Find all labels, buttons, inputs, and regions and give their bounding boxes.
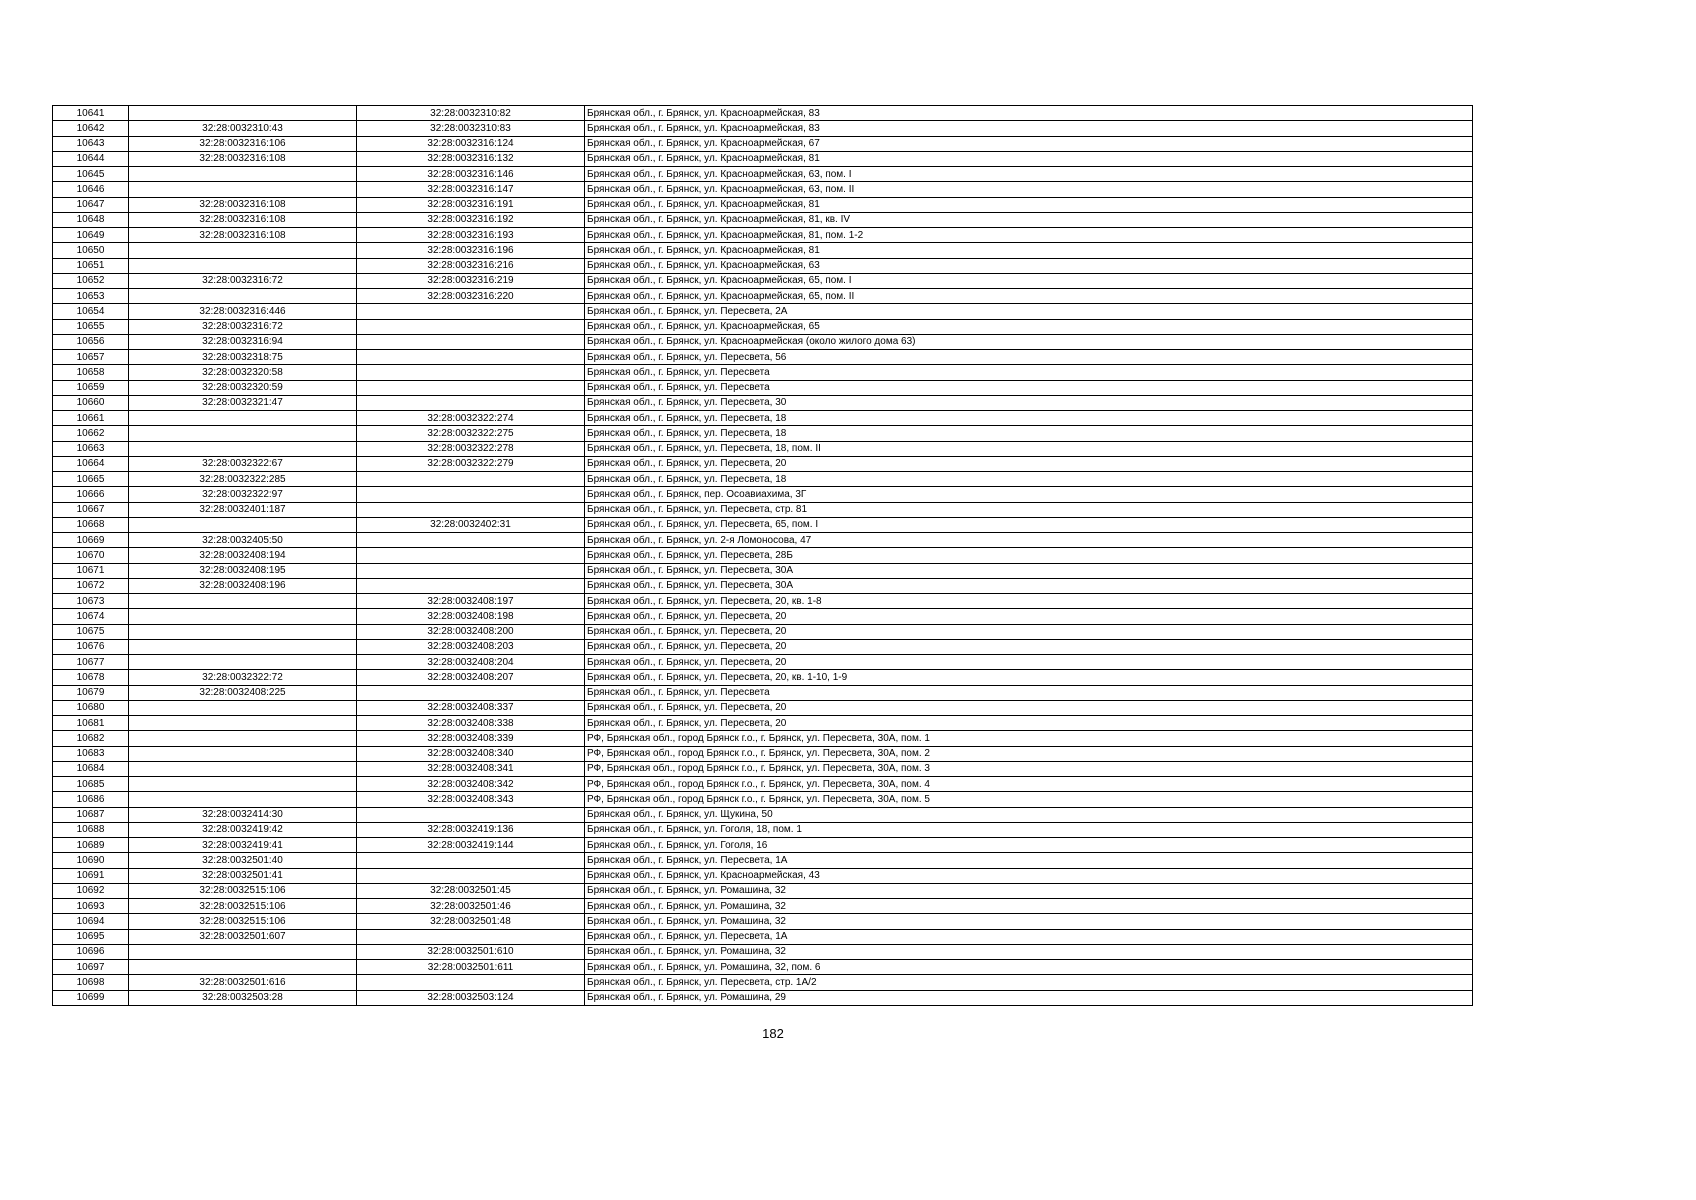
cadastral-number-cell: 32:28:0032408:340 — [357, 746, 585, 761]
parent-cadastral-number-cell — [129, 761, 357, 776]
parent-cadastral-number-cell — [129, 944, 357, 959]
cadastral-number-cell: 32:28:0032322:275 — [357, 426, 585, 441]
row-number-cell: 10663 — [53, 441, 129, 456]
table-row — [53, 365, 1473, 380]
cadastral-number-cell: 32:28:0032408:207 — [357, 670, 585, 685]
cadastral-number-cell: 32:28:0032316:192 — [357, 212, 585, 227]
cadastral-number-cell: 32:28:0032408:339 — [357, 731, 585, 746]
address-cell: Брянская обл., г. Брянск, ул. Пересвета, 20 — [585, 716, 1473, 731]
row-number-cell: 10679 — [53, 685, 129, 700]
row-number-cell: 10692 — [53, 883, 129, 898]
cadastral-number-cell: 32:28:0032408:200 — [357, 624, 585, 639]
row-number-cell: 10646 — [53, 182, 129, 197]
row-number-cell: 10665 — [53, 472, 129, 487]
row-number-cell: 10654 — [53, 304, 129, 319]
address-cell: Брянская обл., г. Брянск, ул. Пересвета, 20 — [585, 624, 1473, 639]
address-cell: Брянская обл., г. Брянск, ул. Красноармейская, 81, кв. IV — [585, 212, 1473, 227]
table-row — [53, 487, 1473, 502]
cadastral-number-cell: 32:28:0032316:124 — [357, 136, 585, 151]
table-row — [53, 258, 1473, 273]
address-cell: Брянская обл., г. Брянск, ул. Красноармейская, 65 — [585, 319, 1473, 334]
row-number-cell: 10641 — [53, 106, 129, 121]
parent-cadastral-number-cell — [129, 777, 357, 792]
address-cell: Брянская обл., г. Брянск, ул. Ромашина, 32 — [585, 914, 1473, 929]
parent-cadastral-number-cell: 32:28:0032318:75 — [129, 350, 357, 365]
parent-cadastral-number-cell: 32:28:0032316:108 — [129, 212, 357, 227]
table-row — [53, 548, 1473, 563]
row-number-cell: 10685 — [53, 777, 129, 792]
table-row — [53, 944, 1473, 959]
table-row — [53, 655, 1473, 670]
row-number-cell: 10657 — [53, 350, 129, 365]
row-number-cell: 10694 — [53, 914, 129, 929]
parent-cadastral-number-cell — [129, 700, 357, 715]
parent-cadastral-number-cell — [129, 106, 357, 121]
parent-cadastral-number-cell: 32:28:0032503:28 — [129, 990, 357, 1005]
cadastral-number-cell: 32:28:0032316:216 — [357, 258, 585, 273]
parent-cadastral-number-cell: 32:28:0032322:67 — [129, 456, 357, 471]
cadastral-number-cell — [357, 578, 585, 593]
parent-cadastral-number-cell — [129, 258, 357, 273]
address-cell: Брянская обл., г. Брянск, ул. Пересвета, 30 — [585, 395, 1473, 410]
address-cell: Брянская обл., г. Брянск, ул. Красноармейская, 63, пом. II — [585, 182, 1473, 197]
row-number-cell: 10656 — [53, 334, 129, 349]
parent-cadastral-number-cell: 32:28:0032515:106 — [129, 914, 357, 929]
table-row — [53, 746, 1473, 761]
cadastral-number-cell — [357, 365, 585, 380]
table-row — [53, 563, 1473, 578]
address-cell: Брянская обл., г. Брянск, ул. Пересвета, 30А — [585, 578, 1473, 593]
table-row — [53, 441, 1473, 456]
row-number-cell: 10671 — [53, 563, 129, 578]
address-cell: РФ, Брянская обл., город Брянск г.о., г. Брянск, ул. Пересвета, 30А, пом. 1 — [585, 731, 1473, 746]
row-number-cell: 10697 — [53, 960, 129, 975]
table-row — [53, 533, 1473, 548]
parent-cadastral-number-cell: 32:28:0032408:196 — [129, 578, 357, 593]
parent-cadastral-number-cell: 32:28:0032515:106 — [129, 883, 357, 898]
table-row — [53, 914, 1473, 929]
parent-cadastral-number-cell: 32:28:0032310:43 — [129, 121, 357, 136]
table-row — [53, 853, 1473, 868]
row-number-cell: 10678 — [53, 670, 129, 685]
address-cell: Брянская обл., г. Брянск, ул. Красноармейская, 83 — [585, 106, 1473, 121]
table-row — [53, 578, 1473, 593]
cadastral-number-cell — [357, 975, 585, 990]
address-cell: РФ, Брянская обл., город Брянск г.о., г. Брянск, ул. Пересвета, 30А, пом. 4 — [585, 777, 1473, 792]
parent-cadastral-number-cell: 32:28:0032501:41 — [129, 868, 357, 883]
cadastral-number-cell: 32:28:0032503:124 — [357, 990, 585, 1005]
parent-cadastral-number-cell — [129, 609, 357, 624]
parent-cadastral-number-cell: 32:28:0032316:94 — [129, 334, 357, 349]
table-row — [53, 228, 1473, 243]
table-row — [53, 411, 1473, 426]
parent-cadastral-number-cell: 32:28:0032501:40 — [129, 853, 357, 868]
table-row — [53, 151, 1473, 166]
row-number-cell: 10652 — [53, 273, 129, 288]
table-row — [53, 395, 1473, 410]
cadastral-number-cell — [357, 350, 585, 365]
cadastral-number-cell: 32:28:0032316:220 — [357, 289, 585, 304]
cadastral-number-cell — [357, 487, 585, 502]
row-number-cell: 10688 — [53, 822, 129, 837]
parent-cadastral-number-cell — [129, 960, 357, 975]
parent-cadastral-number-cell: 32:28:0032515:106 — [129, 899, 357, 914]
cadastral-number-cell: 32:28:0032322:274 — [357, 411, 585, 426]
cadastral-number-cell: 32:28:0032501:611 — [357, 960, 585, 975]
table-row — [53, 975, 1473, 990]
parent-cadastral-number-cell — [129, 517, 357, 532]
cadastral-number-cell: 32:28:0032316:146 — [357, 167, 585, 182]
parent-cadastral-number-cell — [129, 716, 357, 731]
cadastral-number-cell — [357, 380, 585, 395]
row-number-cell: 10689 — [53, 838, 129, 853]
address-cell: Брянская обл., г. Брянск, ул. Пересвета, 1А — [585, 853, 1473, 868]
table-row — [53, 792, 1473, 807]
cadastral-number-cell: 32:28:0032316:193 — [357, 228, 585, 243]
table-row — [53, 670, 1473, 685]
parent-cadastral-number-cell: 32:28:0032322:97 — [129, 487, 357, 502]
table-row — [53, 456, 1473, 471]
table-row — [53, 243, 1473, 258]
address-cell: Брянская обл., г. Брянск, ул. Гоголя, 16 — [585, 838, 1473, 853]
row-number-cell: 10667 — [53, 502, 129, 517]
registry-table — [52, 105, 1473, 1006]
row-number-cell: 10643 — [53, 136, 129, 151]
row-number-cell: 10687 — [53, 807, 129, 822]
table-row — [53, 609, 1473, 624]
parent-cadastral-number-cell — [129, 655, 357, 670]
row-number-cell: 10690 — [53, 853, 129, 868]
row-number-cell: 10681 — [53, 716, 129, 731]
table-row — [53, 761, 1473, 776]
address-cell: Брянская обл., г. Брянск, ул. Пересвета, 1А — [585, 929, 1473, 944]
table-row — [53, 929, 1473, 944]
cadastral-number-cell: 32:28:0032322:278 — [357, 441, 585, 456]
address-cell: Брянская обл., г. Брянск, пер. Осоавиахима, 3Г — [585, 487, 1473, 502]
parent-cadastral-number-cell — [129, 746, 357, 761]
cadastral-number-cell: 32:28:0032322:279 — [357, 456, 585, 471]
row-number-cell: 10666 — [53, 487, 129, 502]
parent-cadastral-number-cell: 32:28:0032501:616 — [129, 975, 357, 990]
cadastral-number-cell — [357, 533, 585, 548]
row-number-cell: 10691 — [53, 868, 129, 883]
address-cell: Брянская обл., г. Брянск, ул. Пересвета, 20, кв. 1-8 — [585, 594, 1473, 609]
address-cell: Брянская обл., г. Брянск, ул. Красноармейская, 81 — [585, 243, 1473, 258]
table-row — [53, 273, 1473, 288]
parent-cadastral-number-cell: 32:28:0032322:285 — [129, 472, 357, 487]
table-row — [53, 334, 1473, 349]
address-cell: Брянская обл., г. Брянск, ул. Пересвета, 20, кв. 1-10, 1-9 — [585, 670, 1473, 685]
address-cell: РФ, Брянская обл., город Брянск г.о., г. Брянск, ул. Пересвета, 30А, пом. 2 — [585, 746, 1473, 761]
address-cell: РФ, Брянская обл., город Брянск г.о., г. Брянск, ул. Пересвета, 30А, пом. 3 — [585, 761, 1473, 776]
address-cell: Брянская обл., г. Брянск, ул. Красноармейская, 63 — [585, 258, 1473, 273]
cadastral-number-cell: 32:28:0032402:31 — [357, 517, 585, 532]
cadastral-number-cell — [357, 685, 585, 700]
cadastral-number-cell: 32:28:0032408:203 — [357, 639, 585, 654]
row-number-cell: 10669 — [53, 533, 129, 548]
row-number-cell: 10650 — [53, 243, 129, 258]
parent-cadastral-number-cell: 32:28:0032419:42 — [129, 822, 357, 837]
parent-cadastral-number-cell: 32:28:0032408:225 — [129, 685, 357, 700]
cadastral-number-cell: 32:28:0032408:341 — [357, 761, 585, 776]
row-number-cell: 10651 — [53, 258, 129, 273]
row-number-cell: 10673 — [53, 594, 129, 609]
address-cell: Брянская обл., г. Брянск, ул. Пересвета, 18, пом. II — [585, 441, 1473, 456]
address-cell: Брянская обл., г. Брянск, ул. Щукина, 50 — [585, 807, 1473, 822]
address-cell: Брянская обл., г. Брянск, ул. Пересвета, стр. 81 — [585, 502, 1473, 517]
address-cell: Брянская обл., г. Брянск, ул. Гоголя, 18, пом. 1 — [585, 822, 1473, 837]
table-row — [53, 716, 1473, 731]
address-cell: Брянская обл., г. Брянск, ул. Пересвета, 18 — [585, 411, 1473, 426]
row-number-cell: 10693 — [53, 899, 129, 914]
cadastral-number-cell: 32:28:0032501:45 — [357, 883, 585, 898]
table-row — [53, 472, 1473, 487]
address-cell: Брянская обл., г. Брянск, ул. Красноармейская, 63, пом. I — [585, 167, 1473, 182]
row-number-cell: 10658 — [53, 365, 129, 380]
parent-cadastral-number-cell — [129, 289, 357, 304]
address-cell: Брянская обл., г. Брянск, ул. Пересвета, 28Б — [585, 548, 1473, 563]
row-number-cell: 10676 — [53, 639, 129, 654]
cadastral-number-cell — [357, 334, 585, 349]
table-row — [53, 822, 1473, 837]
address-cell: Брянская обл., г. Брянск, ул. Пересвета, стр. 1А/2 — [585, 975, 1473, 990]
row-number-cell: 10664 — [53, 456, 129, 471]
address-cell: Брянская обл., г. Брянск, ул. Красноармейская, 83 — [585, 121, 1473, 136]
address-cell: Брянская обл., г. Брянск, ул. Пересвета — [585, 365, 1473, 380]
row-number-cell: 10670 — [53, 548, 129, 563]
row-number-cell: 10644 — [53, 151, 129, 166]
row-number-cell: 10674 — [53, 609, 129, 624]
parent-cadastral-number-cell: 32:28:0032405:50 — [129, 533, 357, 548]
parent-cadastral-number-cell: 32:28:0032322:72 — [129, 670, 357, 685]
cadastral-number-cell: 32:28:0032316:147 — [357, 182, 585, 197]
row-number-cell: 10695 — [53, 929, 129, 944]
address-cell: Брянская обл., г. Брянск, ул. Пересвета, 20 — [585, 456, 1473, 471]
parent-cadastral-number-cell: 32:28:0032316:108 — [129, 228, 357, 243]
cadastral-number-cell: 32:28:0032316:191 — [357, 197, 585, 212]
table-row — [53, 136, 1473, 151]
cadastral-number-cell — [357, 868, 585, 883]
row-number-cell: 10696 — [53, 944, 129, 959]
cadastral-number-cell — [357, 304, 585, 319]
table-row — [53, 212, 1473, 227]
cadastral-number-cell — [357, 472, 585, 487]
parent-cadastral-number-cell: 32:28:0032320:58 — [129, 365, 357, 380]
table-row — [53, 838, 1473, 853]
cadastral-number-cell — [357, 395, 585, 410]
cadastral-number-cell: 32:28:0032501:48 — [357, 914, 585, 929]
address-cell: Брянская обл., г. Брянск, ул. Пересвета, 20 — [585, 609, 1473, 624]
table-row — [53, 899, 1473, 914]
row-number-cell: 10661 — [53, 411, 129, 426]
address-cell: Брянская обл., г. Брянск, ул. Красноармейская, 81 — [585, 151, 1473, 166]
row-number-cell: 10642 — [53, 121, 129, 136]
cadastral-number-cell — [357, 502, 585, 517]
parent-cadastral-number-cell: 32:28:0032316:446 — [129, 304, 357, 319]
address-cell: Брянская обл., г. Брянск, ул. Красноармейская, 81 — [585, 197, 1473, 212]
address-cell: Брянская обл., г. Брянск, ул. Ромашина, 32, пом. 6 — [585, 960, 1473, 975]
cadastral-number-cell — [357, 853, 585, 868]
table-row — [53, 731, 1473, 746]
parent-cadastral-number-cell — [129, 639, 357, 654]
table-row — [53, 426, 1473, 441]
parent-cadastral-number-cell — [129, 441, 357, 456]
table-row — [53, 106, 1473, 121]
address-cell: Брянская обл., г. Брянск, ул. Пересвета — [585, 685, 1473, 700]
cadastral-number-cell — [357, 563, 585, 578]
table-row — [53, 990, 1473, 1005]
row-number-cell: 10686 — [53, 792, 129, 807]
cadastral-number-cell — [357, 319, 585, 334]
row-number-cell: 10647 — [53, 197, 129, 212]
table-row — [53, 685, 1473, 700]
parent-cadastral-number-cell — [129, 243, 357, 258]
table-row — [53, 380, 1473, 395]
address-cell: Брянская обл., г. Брянск, ул. Пересвета, 18 — [585, 472, 1473, 487]
address-cell: Брянская обл., г. Брянск, ул. Красноармейская, 67 — [585, 136, 1473, 151]
address-cell: Брянская обл., г. Брянск, ул. Красноармейская, 81, пом. 1-2 — [585, 228, 1473, 243]
parent-cadastral-number-cell: 32:28:0032316:72 — [129, 319, 357, 334]
table-row — [53, 502, 1473, 517]
table-row — [53, 304, 1473, 319]
cadastral-number-cell: 32:28:0032419:144 — [357, 838, 585, 853]
address-cell: Брянская обл., г. Брянск, ул. Ромашина, 32 — [585, 899, 1473, 914]
address-cell: Брянская обл., г. Брянск, ул. Пересвета, 20 — [585, 700, 1473, 715]
cadastral-number-cell: 32:28:0032408:342 — [357, 777, 585, 792]
page-number: 182 — [762, 1026, 784, 1041]
cadastral-number-cell: 32:28:0032419:136 — [357, 822, 585, 837]
table-row — [53, 777, 1473, 792]
parent-cadastral-number-cell: 32:28:0032414:30 — [129, 807, 357, 822]
row-number-cell: 10682 — [53, 731, 129, 746]
cadastral-number-cell: 32:28:0032408:337 — [357, 700, 585, 715]
parent-cadastral-number-cell: 32:28:0032419:41 — [129, 838, 357, 853]
parent-cadastral-number-cell — [129, 624, 357, 639]
table-row — [53, 624, 1473, 639]
address-cell: Брянская обл., г. Брянск, ул. Ромашина, 32 — [585, 944, 1473, 959]
address-cell: Брянская обл., г. Брянск, ул. 2-я Ломоносова, 47 — [585, 533, 1473, 548]
cadastral-number-cell: 32:28:0032501:46 — [357, 899, 585, 914]
address-cell: Брянская обл., г. Брянск, ул. Пересвета, 20 — [585, 639, 1473, 654]
row-number-cell: 10648 — [53, 212, 129, 227]
table-row — [53, 517, 1473, 532]
address-cell: Брянская обл., г. Брянск, ул. Ромашина, 32 — [585, 883, 1473, 898]
cadastral-number-cell: 32:28:0032408:197 — [357, 594, 585, 609]
cadastral-number-cell: 32:28:0032408:343 — [357, 792, 585, 807]
parent-cadastral-number-cell: 32:28:0032408:194 — [129, 548, 357, 563]
address-cell: Брянская обл., г. Брянск, ул. Красноармейская (около жилого дома 63) — [585, 334, 1473, 349]
row-number-cell: 10677 — [53, 655, 129, 670]
row-number-cell: 10659 — [53, 380, 129, 395]
table-row — [53, 319, 1473, 334]
row-number-cell: 10655 — [53, 319, 129, 334]
row-number-cell: 10675 — [53, 624, 129, 639]
address-cell: Брянская обл., г. Брянск, ул. Красноармейская, 65, пом. I — [585, 273, 1473, 288]
parent-cadastral-number-cell — [129, 731, 357, 746]
row-number-cell: 10680 — [53, 700, 129, 715]
address-cell: Брянская обл., г. Брянск, ул. Пересвета, 18 — [585, 426, 1473, 441]
table-row — [53, 594, 1473, 609]
address-cell: Брянская обл., г. Брянск, ул. Красноармейская, 43 — [585, 868, 1473, 883]
table-row — [53, 289, 1473, 304]
table-row — [53, 167, 1473, 182]
parent-cadastral-number-cell: 32:28:0032316:108 — [129, 151, 357, 166]
table-row — [53, 182, 1473, 197]
parent-cadastral-number-cell: 32:28:0032408:195 — [129, 563, 357, 578]
cadastral-number-cell: 32:28:0032408:204 — [357, 655, 585, 670]
cadastral-number-cell: 32:28:0032316:132 — [357, 151, 585, 166]
cadastral-number-cell: 32:28:0032316:196 — [357, 243, 585, 258]
row-number-cell: 10683 — [53, 746, 129, 761]
parent-cadastral-number-cell — [129, 792, 357, 807]
address-cell: Брянская обл., г. Брянск, ул. Пересвета — [585, 380, 1473, 395]
table-row — [53, 197, 1473, 212]
parent-cadastral-number-cell — [129, 411, 357, 426]
row-number-cell: 10699 — [53, 990, 129, 1005]
cadastral-number-cell: 32:28:0032408:338 — [357, 716, 585, 731]
parent-cadastral-number-cell: 32:28:0032501:607 — [129, 929, 357, 944]
row-number-cell: 10660 — [53, 395, 129, 410]
parent-cadastral-number-cell — [129, 167, 357, 182]
cadastral-number-cell — [357, 548, 585, 563]
row-number-cell: 10662 — [53, 426, 129, 441]
table-row — [53, 883, 1473, 898]
cadastral-number-cell: 32:28:0032501:610 — [357, 944, 585, 959]
parent-cadastral-number-cell: 32:28:0032320:59 — [129, 380, 357, 395]
parent-cadastral-number-cell: 32:28:0032316:106 — [129, 136, 357, 151]
address-cell: РФ, Брянская обл., город Брянск г.о., г. Брянск, ул. Пересвета, 30А, пом. 5 — [585, 792, 1473, 807]
cadastral-number-cell — [357, 929, 585, 944]
row-number-cell: 10653 — [53, 289, 129, 304]
row-number-cell: 10672 — [53, 578, 129, 593]
address-cell: Брянская обл., г. Брянск, ул. Ромашина, 29 — [585, 990, 1473, 1005]
row-number-cell: 10649 — [53, 228, 129, 243]
address-cell: Брянская обл., г. Брянск, ул. Пересвета, 56 — [585, 350, 1473, 365]
address-cell: Брянская обл., г. Брянск, ул. Пересвета, 30А — [585, 563, 1473, 578]
parent-cadastral-number-cell — [129, 426, 357, 441]
table-row — [53, 350, 1473, 365]
address-cell: Брянская обл., г. Брянск, ул. Пересвета, 20 — [585, 655, 1473, 670]
parent-cadastral-number-cell: 32:28:0032401:187 — [129, 502, 357, 517]
cadastral-number-cell: 32:28:0032310:82 — [357, 106, 585, 121]
cadastral-number-cell: 32:28:0032316:219 — [357, 273, 585, 288]
parent-cadastral-number-cell: 32:28:0032316:108 — [129, 197, 357, 212]
table-row — [53, 700, 1473, 715]
table-row — [53, 121, 1473, 136]
address-cell: Брянская обл., г. Брянск, ул. Красноармейская, 65, пом. II — [585, 289, 1473, 304]
table-row — [53, 960, 1473, 975]
row-number-cell: 10684 — [53, 761, 129, 776]
row-number-cell: 10698 — [53, 975, 129, 990]
address-cell: Брянская обл., г. Брянск, ул. Пересвета, 65, пом. I — [585, 517, 1473, 532]
table-row — [53, 639, 1473, 654]
row-number-cell: 10645 — [53, 167, 129, 182]
table-row — [53, 868, 1473, 883]
cadastral-number-cell — [357, 807, 585, 822]
registry-table-body — [53, 106, 1473, 1006]
parent-cadastral-number-cell — [129, 594, 357, 609]
parent-cadastral-number-cell: 32:28:0032321:47 — [129, 395, 357, 410]
parent-cadastral-number-cell — [129, 182, 357, 197]
parent-cadastral-number-cell: 32:28:0032316:72 — [129, 273, 357, 288]
table-row — [53, 807, 1473, 822]
address-cell: Брянская обл., г. Брянск, ул. Пересвета, 2А — [585, 304, 1473, 319]
cadastral-number-cell: 32:28:0032408:198 — [357, 609, 585, 624]
row-number-cell: 10668 — [53, 517, 129, 532]
cadastral-number-cell: 32:28:0032310:83 — [357, 121, 585, 136]
